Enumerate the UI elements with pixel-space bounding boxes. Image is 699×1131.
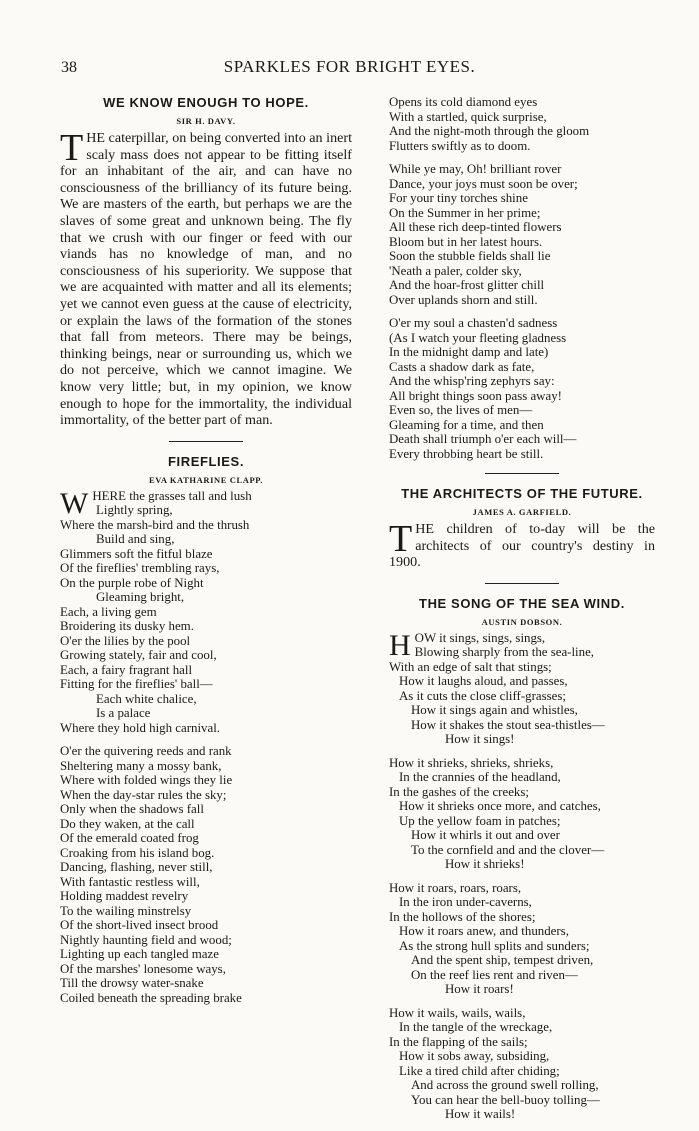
poem-line: Do they waken, at the call bbox=[60, 816, 195, 831]
poem-line: How it roars anew, and thunders, bbox=[399, 924, 569, 939]
poem-line: Even so, the lives of men— bbox=[389, 403, 533, 417]
poem-line: Death shall triumph o'er each will— bbox=[389, 432, 577, 446]
stanza bbox=[60, 486, 352, 736]
poem-line: In the crannies of the headland, bbox=[399, 770, 561, 785]
poem-line: Flutters swiftly as to doom. bbox=[389, 138, 531, 153]
divider bbox=[485, 473, 559, 474]
poem-line: To the cornfield and and the clover— bbox=[411, 842, 605, 857]
line-text: HERE the grasses tall and lush bbox=[92, 488, 252, 503]
poem-line: Sheltering many a mossy bank, bbox=[60, 758, 222, 773]
poem-line: How it shrieks! bbox=[445, 857, 525, 872]
poem-line: In the gashes of the creeks; bbox=[389, 784, 529, 799]
architects-paragraph bbox=[389, 518, 655, 571]
poem-line: Coiled beneath the spreading brake bbox=[60, 990, 242, 1005]
line-text: OW it sings, sings, sings, bbox=[414, 630, 546, 645]
poem-line: Of the emerald coated frog bbox=[60, 831, 199, 846]
running-head: SPARKLES FOR BRIGHT EYES. bbox=[223, 57, 476, 76]
poem-line: On the Summer in her prime; bbox=[389, 205, 541, 220]
poem-line: Each, a living gem bbox=[60, 604, 157, 619]
stanza bbox=[389, 756, 655, 872]
poem-line: Where with folded wings they lie bbox=[60, 773, 233, 788]
section-title-fireflies: FIREFLIES. bbox=[167, 453, 245, 469]
section-title-sea-wind: THE SONG OF THE SEA WIND. bbox=[419, 595, 625, 611]
poem-line: When the day-star rules the sky; bbox=[60, 787, 227, 802]
architects-body: HE children of to-day will be the architects of our country's destiny in 1900. bbox=[389, 521, 655, 571]
left-column bbox=[60, 95, 352, 1014]
poem-line: How it roars, roars, roars, bbox=[389, 880, 522, 895]
poem-line: In the hollows of the shores; bbox=[389, 909, 536, 924]
stanza bbox=[389, 881, 655, 997]
poem-line: On the reef lies rent and riven— bbox=[411, 967, 578, 982]
poem-line: Gleaming bright, bbox=[96, 590, 185, 605]
poem-line: Growing stately, fair and cool, bbox=[60, 648, 217, 663]
poem-line: Build and sing, bbox=[96, 532, 175, 547]
poem-line: While ye may, Oh! brilliant rover bbox=[389, 162, 562, 176]
author-dobson: AUSTIN DOBSON. bbox=[481, 616, 563, 627]
stanza bbox=[389, 1006, 655, 1122]
poem-line: How it sings! bbox=[445, 732, 515, 747]
poem-line: (As I watch your fleeting gladness bbox=[389, 330, 567, 345]
poem-line: Lighting up each tangled maze bbox=[60, 947, 219, 962]
section-title-hope: WE KNOW ENOUGH TO HOPE. bbox=[103, 95, 309, 110]
page-number: 38 bbox=[61, 59, 77, 76]
poem-line: How it wails! bbox=[445, 1107, 516, 1122]
poem-line: Of the short-lived insect brood bbox=[60, 918, 219, 933]
poem-line: Every throbbing heart be still. bbox=[389, 446, 544, 461]
author-garfield: JAMES A. GARFIELD. bbox=[472, 507, 572, 517]
poem-line: Bloom but in her latest hours. bbox=[389, 234, 543, 249]
poem-line: And the whisp'ring zephyrs say: bbox=[389, 374, 555, 388]
poem-line: Holding maddest revelry bbox=[60, 889, 189, 904]
poem-line: Till the drowsy water-snake bbox=[60, 976, 204, 991]
stanza bbox=[389, 95, 655, 153]
poem-line: And the hoar-frost glitter chill bbox=[389, 278, 545, 292]
poem-line: Only when the shadows fall bbox=[60, 802, 204, 817]
poem-line: How it sings again and whistles, bbox=[411, 703, 578, 718]
poem-line: How it shakes the stout sea-thistles— bbox=[411, 717, 605, 732]
poem-line: Over uplands shorn and still. bbox=[389, 292, 538, 307]
hope-paragraph bbox=[60, 127, 352, 429]
poem-line: O'er the lilies by the pool bbox=[60, 633, 191, 648]
poem-line: How it shrieks, shrieks, shrieks, bbox=[389, 755, 554, 770]
poem-line: Soon the stubble fields shall lie bbox=[389, 249, 551, 263]
poem-line: In the flapping of the sails; bbox=[389, 1034, 528, 1049]
divider bbox=[169, 441, 243, 442]
fireflies-poem-continued bbox=[389, 95, 655, 461]
poem-line: And across the ground swell rolling, bbox=[411, 1078, 599, 1093]
poem-line: Of the fireflies' trembling rays, bbox=[60, 561, 220, 576]
poem-line: In the iron under-caverns, bbox=[399, 895, 532, 910]
poem-line: Is a palace bbox=[96, 706, 151, 721]
hope-body: HE caterpillar, on being converted into an inert scaly mass does not appear to be fitting itself for an inhabitant of the air, and can have no consciousness of the brilliancy of its future being. We are masters of the earth, but perhaps we are the slaves of some great and unknown being. The fly that we crush with our finger or feed with our viands has no knowledge of man, and no consciousness of his superiority. We suppose that we are acquainted with matter and all its elements; yet we cannot even guess at the cause of electricity, or explain the laws of the formation of the stones that fall from meteors. There may be beings, thinking beings, near or surrounding us, which we do not perceive, which we cannot imagine. We know very little; but, in my opinion, we know enough to hope for the immortality, the individual immortality, of the better part of man. bbox=[60, 130, 352, 429]
poem-line: Nightly haunting field and wood; bbox=[60, 932, 232, 947]
poem-line: All these rich deep-tinted flowers bbox=[389, 220, 562, 234]
poem-line: Where the marsh-bird and the thrush bbox=[60, 517, 250, 532]
dropcap-w: W bbox=[60, 486, 89, 520]
poem-line: Dancing, flashing, never still, bbox=[60, 860, 213, 875]
poem-line: To the wailing minstrelsy bbox=[60, 903, 192, 918]
poem-line: Glimmers soft the fitful blaze bbox=[60, 546, 213, 561]
poem-line: And the night-moth through the gloom bbox=[389, 124, 590, 138]
divider bbox=[485, 583, 559, 584]
poem-line: Each, a fairy fragrant hall bbox=[60, 662, 193, 677]
poem-line: Gleaming for a time, and then bbox=[389, 417, 544, 432]
poem-line: Fitting for the fireflies' ball— bbox=[60, 677, 213, 692]
section-title-architects: THE ARCHITECTS OF THE FUTURE. bbox=[401, 486, 643, 501]
poem-line: In the tangle of the wreckage, bbox=[399, 1020, 553, 1035]
stanza bbox=[60, 744, 352, 1005]
right-column bbox=[389, 95, 655, 1131]
poem-line: Where they hold high carnival. bbox=[60, 720, 220, 735]
sea-wind-poem bbox=[389, 628, 655, 1122]
poem-line: On the purple robe of Night bbox=[60, 575, 204, 590]
poem-line: How it roars! bbox=[445, 982, 514, 997]
author-davy: SIR H. DAVY. bbox=[176, 116, 236, 126]
poem-line: Like a tired child after chiding; bbox=[399, 1063, 560, 1078]
dropcap-t: T bbox=[60, 127, 84, 169]
poem-line: As it cuts the close cliff-grasses; bbox=[399, 688, 566, 703]
dropcap-t: T bbox=[389, 518, 413, 560]
dropcap-h: H bbox=[389, 628, 411, 662]
poem-line: All bright things soon pass away! bbox=[389, 388, 562, 403]
poem-line: Blowing sharply from the sea-line, bbox=[414, 645, 595, 660]
poem-line: Dance, your joys must soon be over; bbox=[389, 176, 578, 191]
author-clapp: EVA KATHARINE CLAPP. bbox=[148, 474, 264, 485]
fireflies-poem bbox=[60, 486, 352, 1006]
poem-line: How it shrieks once more, and catches, bbox=[399, 799, 601, 814]
poem-line: Up the yellow foam in patches; bbox=[399, 813, 561, 828]
poem-line: How it laughs aloud, and passes, bbox=[399, 674, 568, 689]
poem-line: And the spent ship, tempest driven, bbox=[411, 953, 594, 968]
poem-line: For your tiny torches shine bbox=[389, 191, 528, 205]
poem-line: With a startled, quick surprise, bbox=[389, 109, 547, 124]
poem-line: Opens its cold diamond eyes bbox=[389, 95, 538, 109]
poem-line: Casts a shadow dark as fate, bbox=[389, 359, 535, 374]
poem-line: How it wails, wails, wails, bbox=[389, 1005, 526, 1020]
poem-line: O'er the quivering reeds and rank bbox=[60, 744, 232, 759]
poem-line: Broidering its dusky hem. bbox=[60, 619, 194, 634]
stanza bbox=[389, 162, 655, 307]
poem-line: O'er my soul a chasten'd sadness bbox=[389, 316, 558, 330]
poem-line: How it sobs away, subsiding, bbox=[399, 1049, 550, 1064]
stanza bbox=[389, 628, 655, 747]
poem-line: Croaking from his island bog. bbox=[60, 845, 215, 860]
poem-line: With an edge of salt that stings; bbox=[389, 659, 552, 674]
poem-line: You can hear the bell-buoy tolling— bbox=[411, 1092, 600, 1107]
poem-line: In the midnight damp and late) bbox=[389, 345, 549, 359]
poem-line: As the strong hull splits and sunders; bbox=[399, 938, 590, 953]
poem-line: Lightly spring, bbox=[96, 503, 173, 518]
poem-line: Each white chalice, bbox=[96, 691, 197, 706]
poem-line: How it whirls it out and over bbox=[411, 828, 560, 843]
stanza bbox=[389, 316, 655, 461]
poem-line: 'Neath a paler, colder sky, bbox=[389, 263, 522, 278]
poem-line: With fantastic restless will, bbox=[60, 874, 200, 889]
poem-line: Of the marshes' lonesome ways, bbox=[60, 961, 226, 976]
